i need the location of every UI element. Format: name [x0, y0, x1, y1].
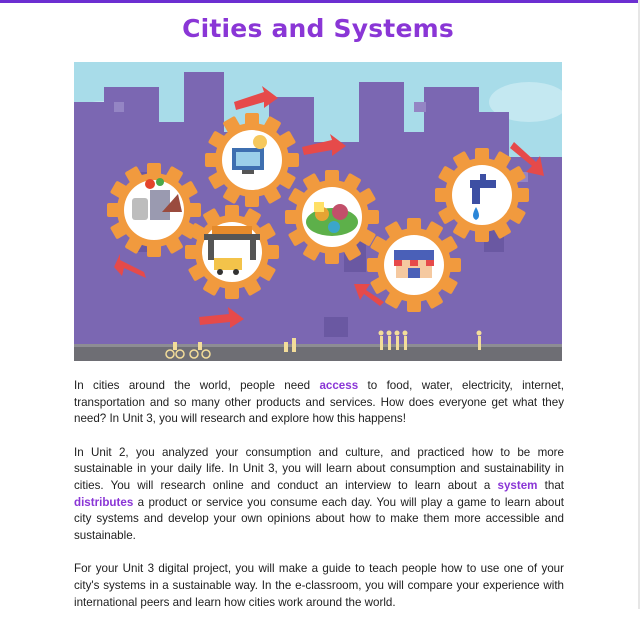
- keyword-access[interactable]: access: [319, 379, 359, 392]
- keyword-system[interactable]: system: [497, 478, 538, 492]
- paragraph-3: For your Unit 3 digital project, you will make a guide to teach people how to use one of your city's systems in a sustainable way. In the e-classroom, you will compare your experience with international peers and learn how cities work around the world.: [74, 562, 564, 609]
- paragraph-2: In Unit 2, you analyzed your consumption and culture, and practiced how to be more sustainable in your daily life. In Unit 3, you will learn about consumption and sustainability in cities. You will research online and conduct an interview to learn about a system that distributes a product or service you consume each day. You will play a game to learn about city systems and develop your own opinions about how to make them more accessible and sustainable.: [74, 445, 564, 542]
- keyword-distributes[interactable]: distributes: [74, 495, 134, 509]
- paragraph-1: In cities around the world, people need access to food, water, electricity, internet, transportation and so many other products and services. How does everyone get what they need? In Unit 3, you will research and explore how this happens!: [74, 379, 564, 426]
- road: [74, 346, 562, 361]
- top-accent-bar: [0, 0, 640, 3]
- intro-text: [74, 378, 564, 628]
- page-title: Cities and Systems: [182, 14, 454, 43]
- hero-illustration: [74, 62, 562, 361]
